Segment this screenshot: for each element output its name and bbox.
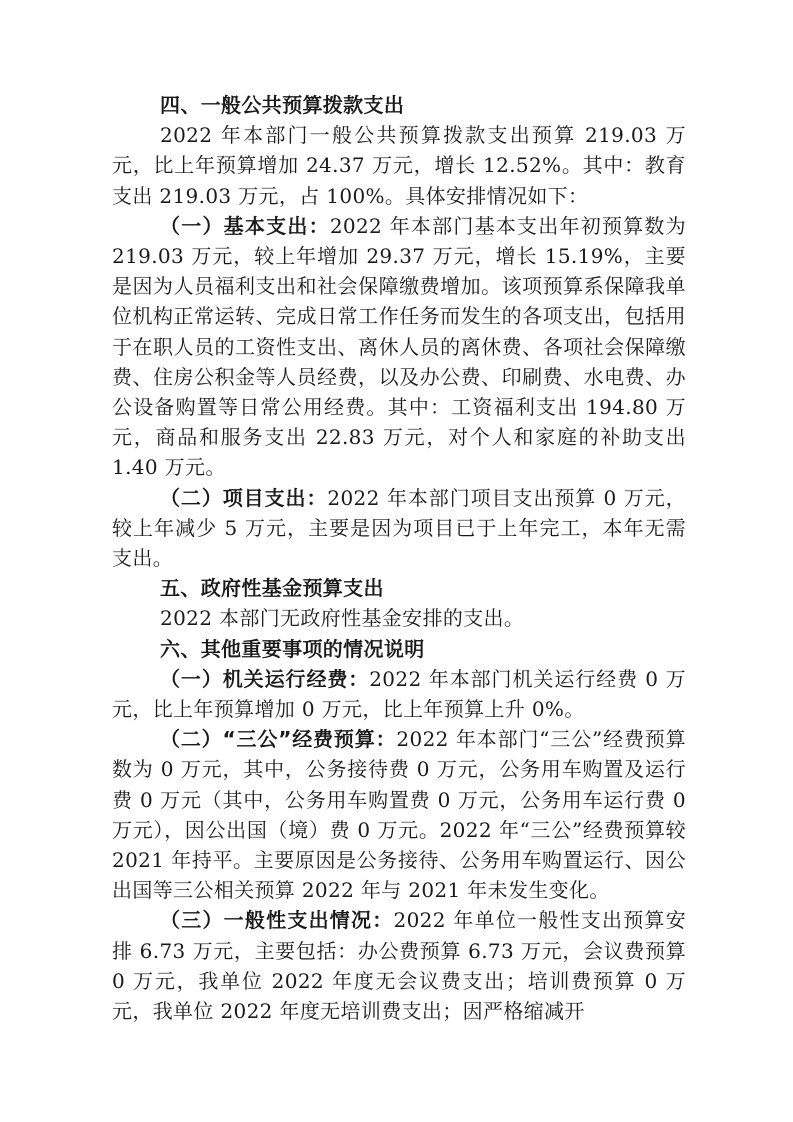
operating-expense-text: 2022 年本部门机关运行经费 0 万元，比上年预算增加 0 万元，比上年预算上升 0%。	[112, 666, 686, 722]
section-5-heading: 五、政府性基金预算支出	[160, 576, 384, 601]
basic-expenditure-paragraph	[112, 211, 686, 483]
general-expense-label: （三）一般性支出情况：	[160, 908, 394, 933]
document-page	[112, 90, 686, 1026]
operating-expense-paragraph	[112, 664, 686, 724]
section-4-heading: 四、一般公共预算拨款支出	[160, 93, 405, 117]
general-expense-text: 2022 年单位一般性支出预算安排 6.73 万元，主要包括：办公费预算 6.73 万元，会议费预算 0 万元，我单位 2022 年度无会议费支出；培训费预算 0 万元，我单位 2022 年度无培训费支出；因严格缩减开	[112, 908, 686, 1024]
general-expense-paragraph	[112, 905, 686, 1026]
section-4-intro-paragraph: 2022 年本部门一般公共预算拨款支出预算 219.03 万元，比上年预算增加 24.37 万元，增长 12.52%。其中：教育支出 219.03 万元，占 100%。具体安排情况如下：	[112, 123, 686, 208]
operating-expense-label: （一）机关运行经费：	[160, 666, 370, 691]
three-public-expense-paragraph	[112, 724, 686, 905]
project-expenditure-text: 2022 年本部门项目支出预算 0 万元，较上年减少 5 万元，主要是因为项目已于上年完工，本年无需支出。	[112, 485, 686, 571]
section-6-heading: 六、其他重要事项的情况说明	[160, 636, 425, 661]
project-expenditure-label: （二）项目支出：	[160, 485, 328, 510]
section-5-paragraph: 2022 本部门无政府性基金安排的支出。	[160, 606, 525, 631]
basic-expenditure-label: （一）基本支出：	[160, 213, 330, 238]
basic-expenditure-text: 2022 年本部门基本支出年初预算数为 219.03 万元，较上年增加 29.37 万元，增长 15.19%，主要是因为人员福利支出和社会保障缴费增加。该项预算系保障我单位机构正常运转、完成日常工作任务而发生的各项支出，包括用于在职人员的工资性支出、离休人员的离休费、各项社会保障缴费、住房公积金等人员经费，以及办公费、印刷费、水电费、办公设备购置等日常公用经费。其中：工资福利支出 194.80 万元，商品和服务支出 22.83 万元，对个人和家庭的补助支出 1.40 万元。	[112, 213, 686, 480]
three-public-expense-label: （二）“三公”经费预算：	[160, 727, 397, 752]
three-public-expense-text: 2022 年本部门“三公”经费预算数为 0 万元，其中，公务接待费 0 万元，公务用车购置及运行费 0 万元（其中，公务用车购置费 0 万元，公务用车运行费 0 万元），因公出国（境）费 0 万元。2022 年“三公”经费预算较 2021 年持平。主要原因是公务接待、公务用车购置运行、因公出国等三公相关预算 2022 年与 2021 年未发生变化。	[112, 727, 686, 903]
project-expenditure-paragraph	[112, 483, 686, 574]
